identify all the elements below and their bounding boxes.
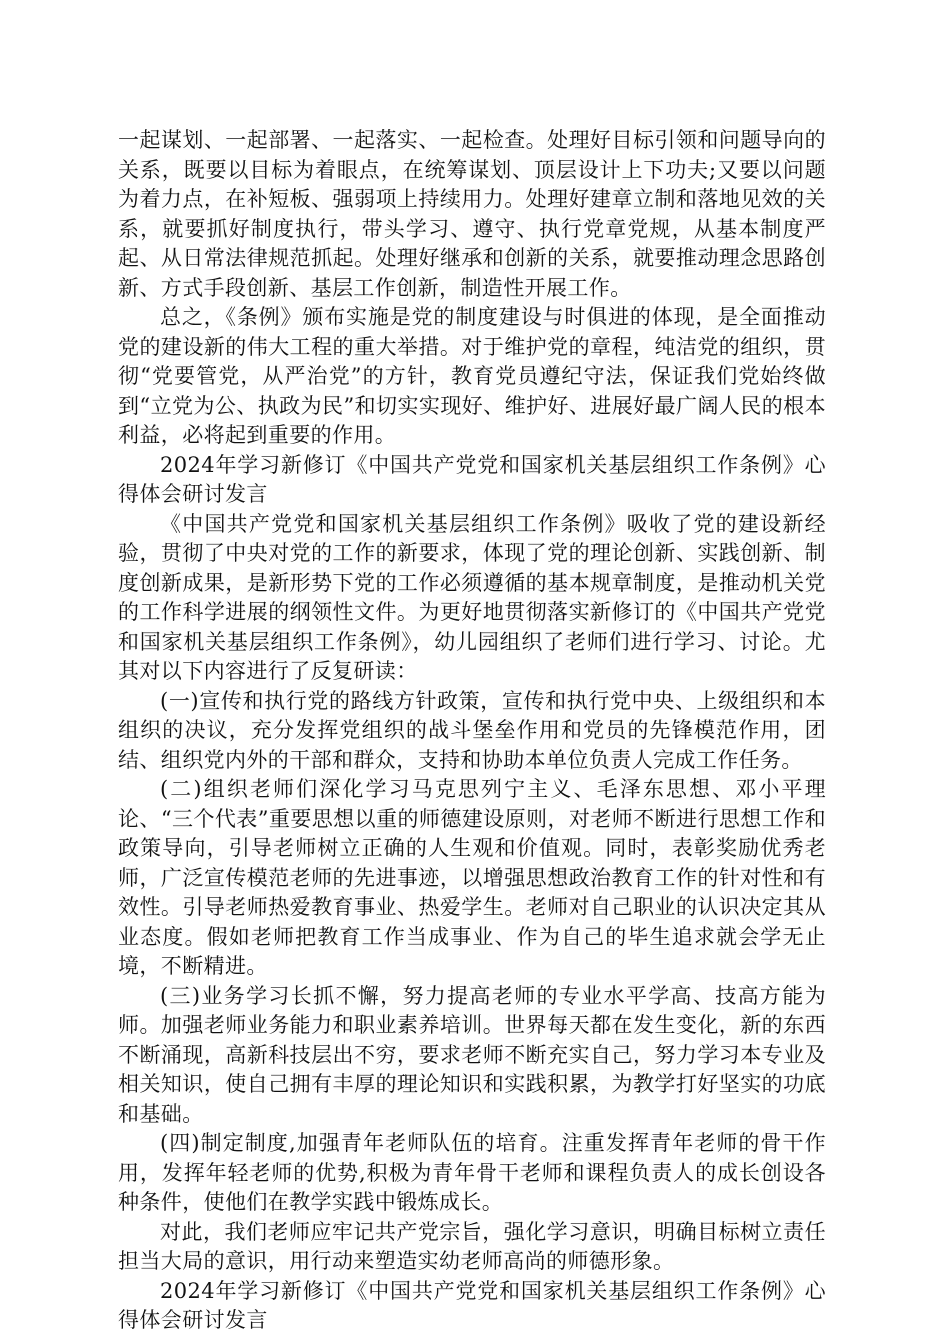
paragraph-continuation: 一起谋划、一起部署、一起落实、一起检查。处理好目标引领和问题导向的关系，既要以目标为着眼点，在统筹谋划、顶层设计上下功夫;又要以问题为着力点，在补短板、强弱项上持续用力。处理好建章立制和落地见效的关系，就要抓好制度执行，带头学习、遵守、执行党章党规，从基本制度严起、从日常法律规范抓起。处理好继承和创新的关系，就要推动理念思路创新、方式手段创新、基层工作创新，制造性开展工作。 xyxy=(118,128,826,300)
paragraph-summary: 总之，《条例》颁布实施是党的制度建设与时俱进的体现，是全面推动党的建设新的伟大工程的重大举措。对于维护党的章程，纯洁党的组织，贯彻“党要管党，从严治党”的方针，教育党员遵纪守法，保证我们党始终做到“立党为公、执政为民”和切实实现好、维护好、进展好最广阔人民的根本利益，必将起到重要的作用。 xyxy=(118,305,826,447)
paragraph-item-2: (二)组织老师们深化学习马克思列宁主义、毛泽东思想、邓小平理论、“三个代表”重要思想以重的师德建设原则，对老师不断进行思想工作和政策导向，引导老师树立正确的人生观和价值观。同时，表彰奖励优秀老师，广泛宣传模范老师的先进事迹，以增强思想政治教育工作的针对性和有效性。引导老师热爱教育事业、热爱学生。老师对自己职业的认识决定其从业态度。假如老师把教育工作当成事业、作为自己的毕生追求就会学无止境，不断精进。 xyxy=(118,777,826,978)
paragraph-item-3: (三)业务学习长抓不懈，努力提高老师的专业水平学高、技高方能为师。加强老师业务能力和职业素养培训。世界每天都在发生变化，新的东西不断涌现，高新科技层出不穷，要求老师不断充实自己，努力学习本专业及相关知识，使自己拥有丰厚的理论知识和实践积累，为教学打好坚实的功底和基础。 xyxy=(118,983,826,1126)
document-body xyxy=(118,126,826,1336)
paragraph-item-4: (四)制定制度,加强青年老师队伍的培育。注重发挥青年老师的骨干作用，发挥年轻老师的优势,积极为青年骨干老师和课程负责人的成长创设各种条件，使他们在教学实践中锻炼成长。 xyxy=(118,1131,826,1214)
section-heading: 2024年学习新修订《中国共产党党和国家机关基层组织工作条例》心得体会研讨发言 xyxy=(118,452,826,506)
paragraph-intro: 《中国共产党党和国家机关基层组织工作条例》吸收了党的建设新经验，贯彻了中央对党的工作的新要求，体现了党的理论创新、实践创新、制度创新成果，是新形势下党的工作必须遵循的基本规章制度，是推动机关党的工作科学进展的纲领性文件。为更好地贯彻落实新修订的《中国共产党党和国家机关基层组织工作条例》，幼儿园组织了老师们进行学习、讨论。尤其对以下内容进行了反复研读： xyxy=(118,511,826,683)
paragraph-item-1: (一)宣传和执行党的路线方针政策，宣传和执行党中央、上级组织和本组织的决议，充分发挥党组织的战斗堡垒作用和党员的先锋模范作用，团结、组织党内外的干部和群众，支持和协助本单位负责人完成工作任务。 xyxy=(118,688,826,772)
section-heading-repeat: 2024年学习新修订《中国共产党党和国家机关基层组织工作条例》心得体会研讨发言 xyxy=(118,1278,826,1332)
paragraph-conclusion: 对此，我们老师应牢记共产党宗旨，强化学习意识，明确目标树立责任担当大局的意识，用行动来塑造实幼老师高尚的师德形象。 xyxy=(118,1219,826,1273)
